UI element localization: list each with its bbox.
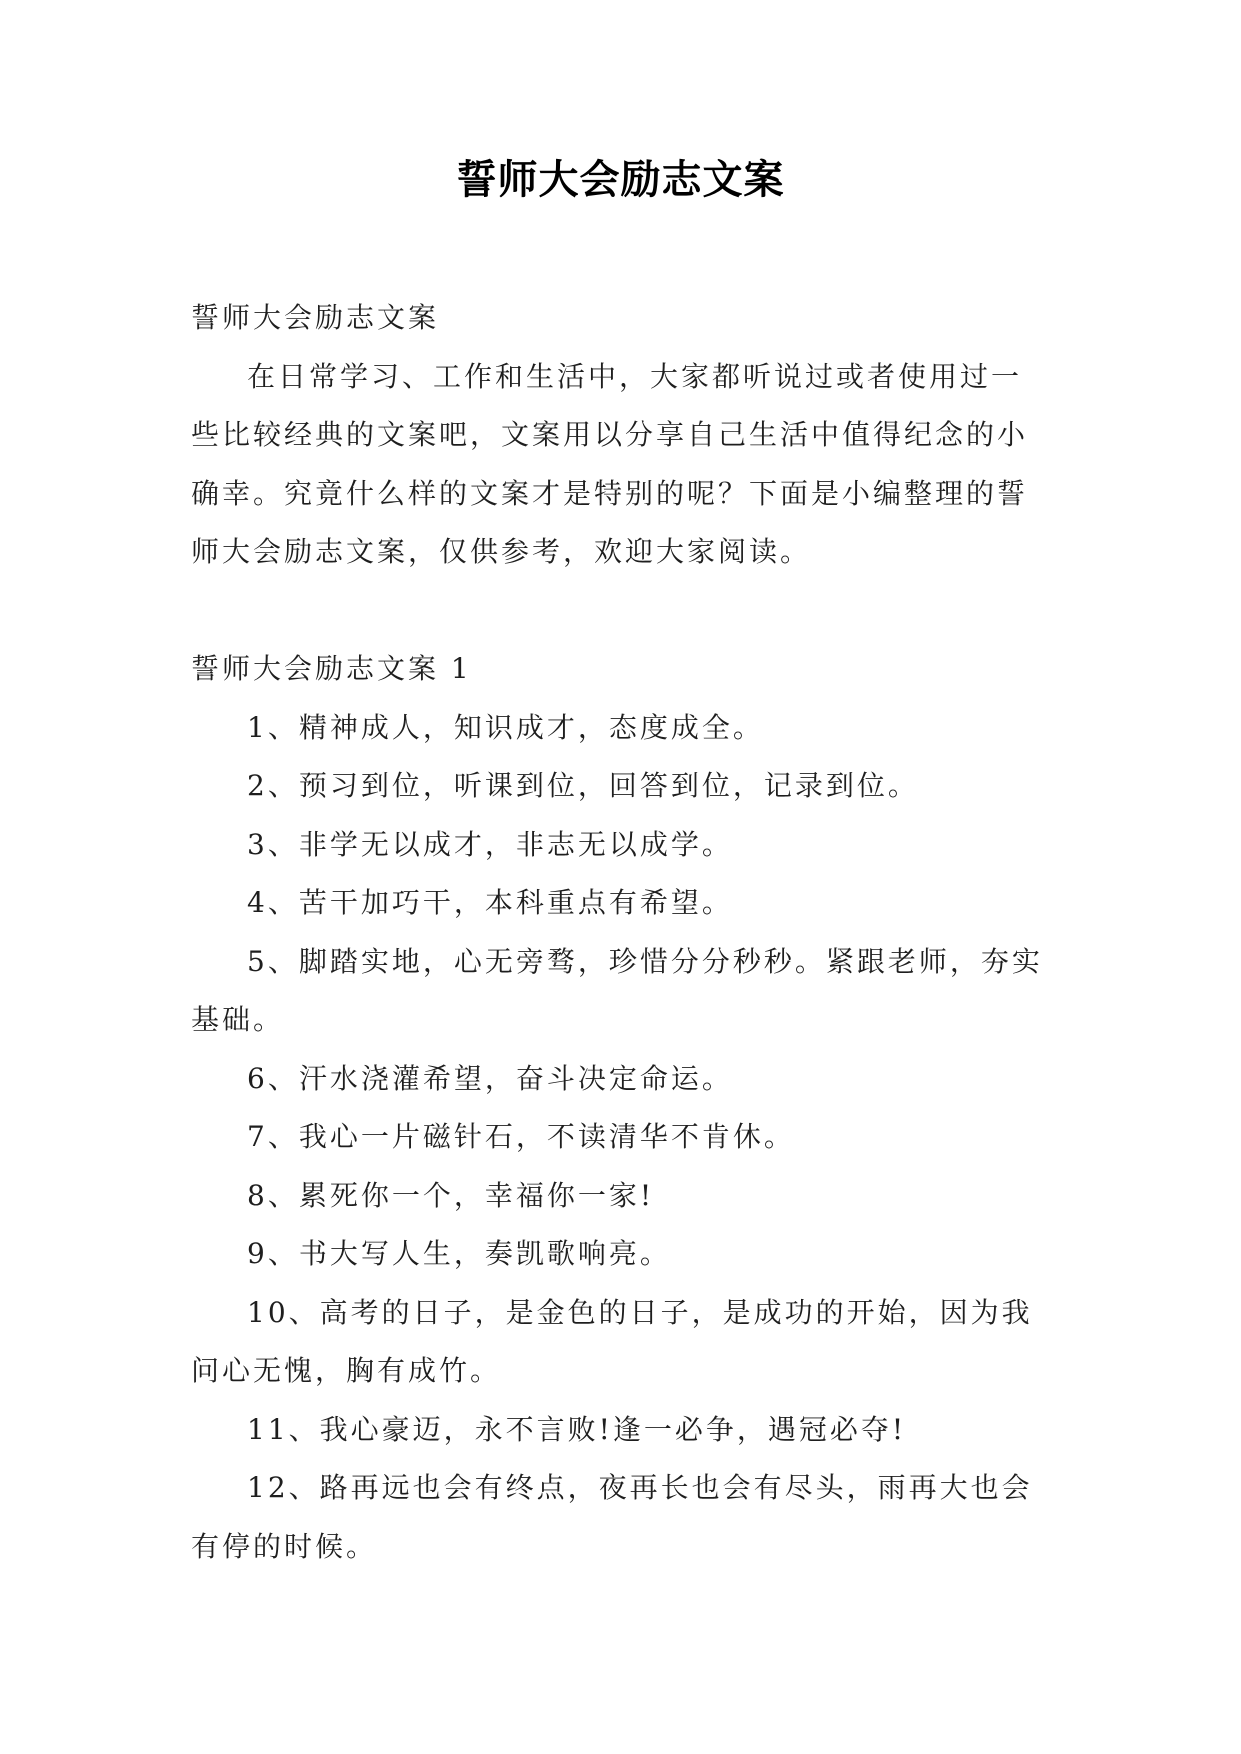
document-subtitle: 誓师大会励志文案	[191, 301, 440, 334]
list-item: 3、非学无以成才，非志无以成学。	[247, 827, 733, 861]
list-item: 10、高考的日子，是金色的日子，是成功的开始，因为我问心无愧，胸有成竹。	[191, 1295, 1033, 1387]
list-item: 8、累死你一个，幸福你一家!	[247, 1178, 655, 1212]
page-title: 誓师大会励志文案	[456, 157, 785, 203]
section-title: 誓师大会励志文案 1	[191, 652, 472, 685]
list-item: 6、汗水浇灌希望，奋斗决定命运。	[247, 1061, 733, 1095]
list-item: 2、预习到位，听课到位，回答到位，记录到位。	[247, 769, 919, 802]
intro-paragraph: 在日常学习、工作和生活中，大家都听说过或者使用过一些比较经典的文案吧，文案用以分享自己生活中值得纪念的小确幸。究竟什么样的文案才是特别的呢？下面是小编整理的誓师大会励志文案，仅供参考，欢迎大家阅读。	[191, 359, 1029, 568]
list-item: 11、我心豪迈，永不言败!逢一必争，遇冠必夺!	[247, 1412, 907, 1446]
list-item: 12、路再远也会有终点，夜再长也会有尽头，雨再大也会有停的时候。	[191, 1471, 1033, 1563]
list-item: 9、书大写人生，奏凯歌响亮。	[247, 1237, 671, 1270]
list-item: 4、苦干加巧干，本科重点有希望。	[247, 886, 733, 919]
list-item: 7、我心一片磁针石，不读清华不肯休。	[247, 1120, 795, 1153]
document-body	[191, 289, 1051, 1576]
list-item: 5、脚踏实地，心无旁骛，珍惜分分秒秒。紧跟老师，夯实基础。	[191, 944, 1043, 1036]
list-item: 1、精神成人，知识成才，态度成全。	[247, 710, 764, 744]
paragraph-gap	[191, 582, 1051, 641]
